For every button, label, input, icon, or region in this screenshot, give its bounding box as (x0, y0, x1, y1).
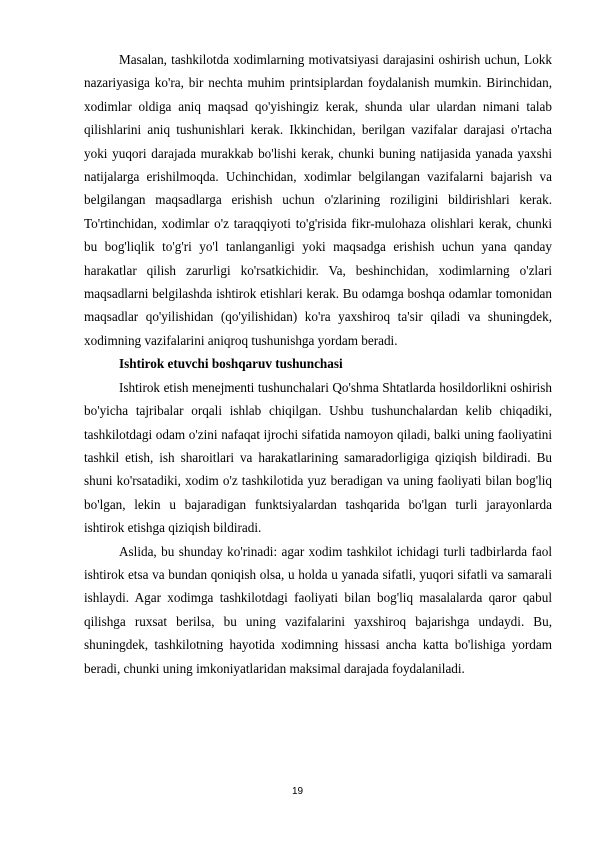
paragraph-lokk-principles: Masalan, tashkilotda xodimlarning motivatsiyasi darajasini oshirish uchun, Lokk nazariyasiga ko'ra, bir nechta muhim printsiplardan foydalanish mumkin. Birinchidan, xodimlar oldiga aniq maqsad qo'yishingiz kerak, shunda ular ulardan nimani talab qilishlarini aniq tushunishlari kerak. Ikkinchidan, berilgan vazifalar darajasi o'rtacha yoki yuqori darajada murakkab bo'lishi kerak, chunki buning natijasida yanada yaxshi natijalarga erishilmoqda. Uchinchidan, xodimlar belgilangan vazifalarni bajarish va belgilangan maqsadlarga erishish uchun o'zlarining roziligini bildirishlari kerak. To'rtinchidan, xodimlar o'z taraqqiyoti to'g'risida fikr-mulohaza olishlari kerak, chunki bu bog'liqlik to'g'ri yo'l tanlanganligi yoki maqsadga erishish uchun yana qanday harakatlar qilish zarurligi ko'rsatkichidir. Va, beshinchidan, xodimlarning o'zlari maqsadlarni belgilashda ishtirok etishlari kerak. Bu odamga boshqa odamlar tomonidan maqsadlar qo'yilishidan (qo'yilishidan) ko'ra yaxshiroq ta'sir qiladi va shuningdek, xodimning vazifalarini aniqroq tushunishga yordam beradi. (84, 52, 552, 348)
document-page (84, 48, 552, 680)
section-heading: Ishtirok etuvchi boshqaruv tushunchasi (119, 356, 343, 372)
page-number: 19 (291, 786, 304, 797)
paragraph-participation-effect: Aslida, bu shunday ko'rinadi: agar xodim tashkilot ichidagi turli tadbirlarda faol ishtirok etsa va bundan qoniqish olsa, u holda u yanada sifatli, yuqori sifatli va samarali ishlaydi. Agar xodimga tashkilotdagi faoliyati bilan bog'liq masalalarda qaror qabul qilishga ruxsat berilsa, bu uning vazifalarini yaxshiroq bajarishga undaydi. Bu, shuningdek, tashkilotning hayotida xodimning hissasi ancha katta bo'lishiga yordam beradi, chunki uning imkoniyatlaridan maksimal darajada foydalaniladi. (84, 543, 552, 676)
paragraph-participation-concept: Ishtirok etish menejmenti tushunchalari Qo'shma Shtatlarda hosildorlikni oshirish bo'yicha tajribalar orqali ishlab chiqilgan. Ushbu tushunchalardan kelib chiqadiki, tashkilotdagi odam o'zini nafaqat ijrochi sifatida namoyon qiladi, balki uning faoliyatini tashkil etish, ish sharoitlari va harakatlarining samaradorligiga qiziqish bildiradi. Bu shuni ko'rsatadiki, xodim o'z tashkilotida yuz beradigan va uning faoliyati bilan bog'liq bo'lgan, lekin u bajaradigan funktsiyalardan tashqarida bo'lgan turli jarayonlarda ishtirok etishga qiziqish bildiradi. (84, 379, 552, 536)
